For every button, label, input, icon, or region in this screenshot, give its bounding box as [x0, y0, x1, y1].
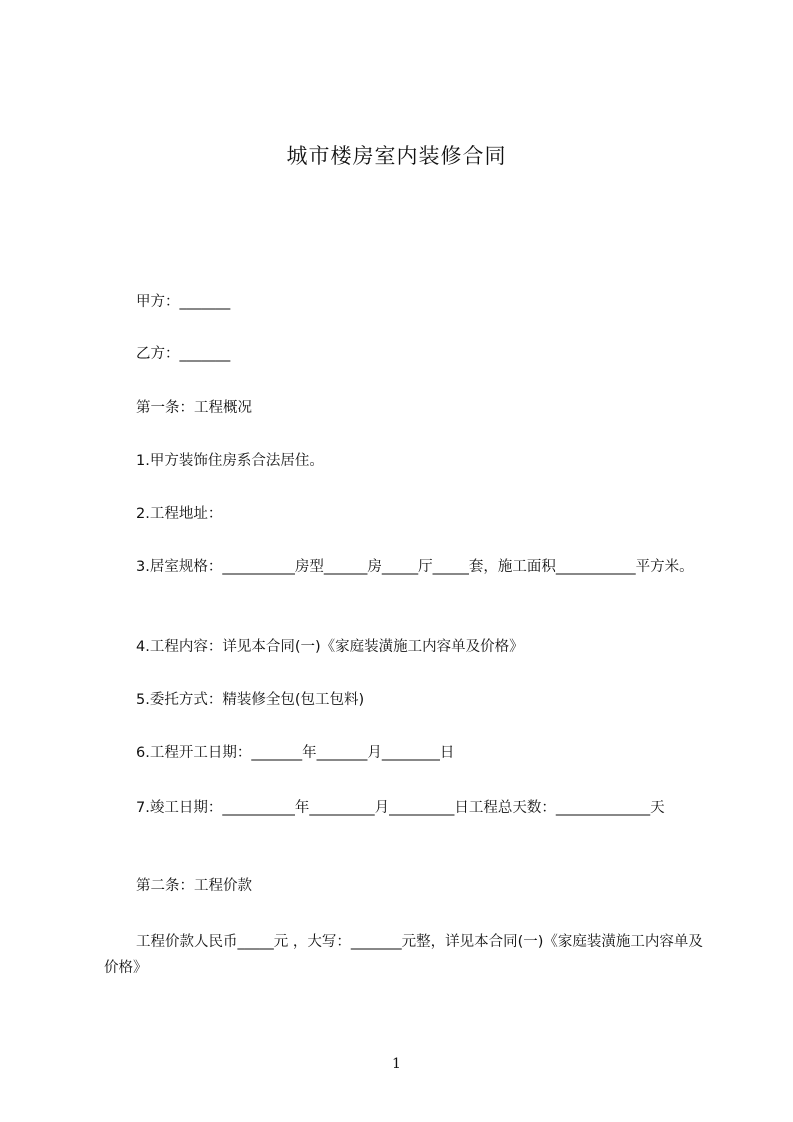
clause-1-4: 4.工程内容：详见本合同(一)《家庭装潢施工内容单及价格》 — [136, 639, 524, 655]
clause-1-1: 1.甲方装饰住房系合法居住。 — [136, 453, 324, 469]
party-b-line: 乙方：_______ — [136, 346, 231, 362]
clause-1-5: 5.委托方式：精装修全包(包工包料) — [136, 692, 365, 708]
page-number: 1 — [392, 1056, 401, 1072]
clause-1-7: 7.竣工日期：__________年_________月_________日工程总天数：_____________天 — [136, 800, 665, 816]
clause-1-6: 6.工程开工日期：_______年_______月________日 — [136, 745, 455, 761]
clause-1-3: 3.居室规格：__________房型______房_____厅_____套，施工面积___________平方米。 — [136, 559, 694, 575]
article-2-heading: 第二条：工程价款 — [136, 878, 252, 894]
document-title: 城市楼房室内装修合同 — [286, 144, 507, 168]
party-a-line: 甲方：_______ — [136, 294, 231, 310]
article-2-price: 工程价款人民币_____元 ，大写：_______元整，详见本合同(一)《家庭装潢施工内容单及价格》 — [104, 934, 703, 976]
clause-1-2: 2.工程地址： — [136, 506, 223, 522]
article-1-heading: 第一条：工程概况 — [136, 400, 252, 416]
